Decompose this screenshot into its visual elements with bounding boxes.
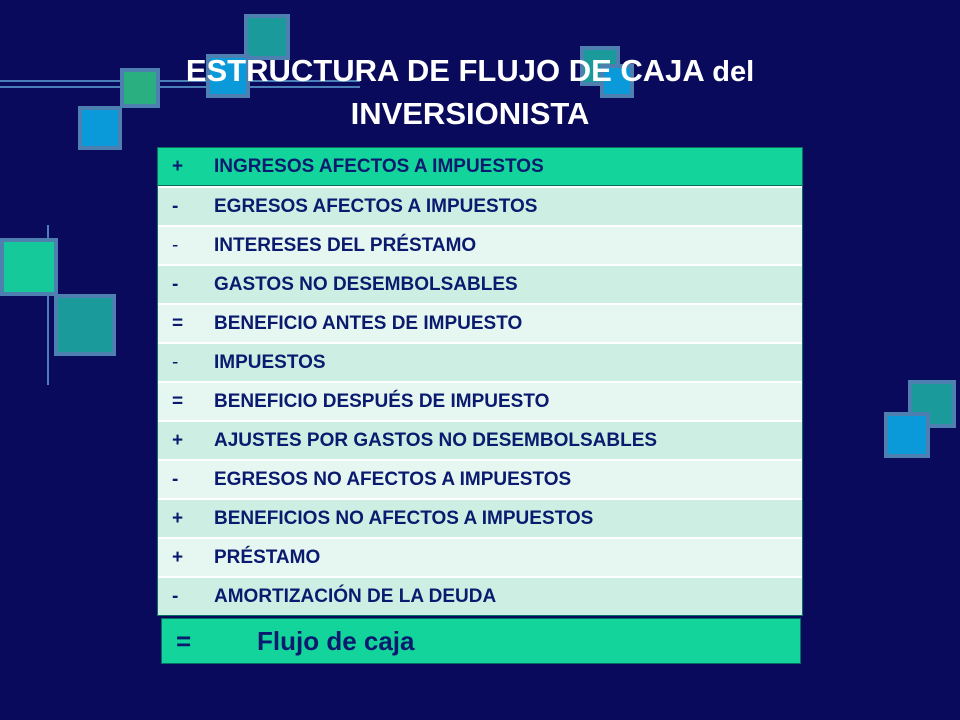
row-sign: - <box>172 351 179 373</box>
table-row <box>158 461 802 498</box>
row-label: AMORTIZACIÓN DE LA DEUDA <box>214 585 497 607</box>
table-row <box>158 578 802 615</box>
result-sign: = <box>176 625 192 656</box>
title-line1-tail: del <box>712 56 755 88</box>
table-row <box>158 422 802 459</box>
row-label: INTERESES DEL PRÉSTAMO <box>214 234 477 256</box>
table-row <box>158 305 802 342</box>
row-sign: = <box>172 390 184 412</box>
row-label: IMPUESTOS <box>214 351 326 373</box>
decorative-square <box>884 412 930 458</box>
page-title <box>110 50 830 135</box>
row-sign: + <box>172 546 184 568</box>
table-row <box>158 500 802 537</box>
cash-flow-table <box>157 147 803 616</box>
row-sign: + <box>172 429 184 451</box>
row-label: INGRESOS AFECTOS A IMPUESTOS <box>214 155 544 177</box>
result-row <box>161 618 801 664</box>
table-row <box>158 227 802 264</box>
row-label: AJUSTES POR GASTOS NO DESEMBOLSABLES <box>214 429 658 451</box>
row-sign: - <box>172 468 179 490</box>
row-label: BENEFICIO DESPUÉS DE IMPUESTO <box>214 390 550 412</box>
table-row <box>158 383 802 420</box>
row-label: PRÉSTAMO <box>214 546 321 568</box>
table-row <box>158 188 802 225</box>
title-line1-main: ESTRUCTURA DE FLUJO DE CAJA <box>185 53 704 88</box>
row-sign: = <box>172 312 184 334</box>
row-label: BENEFICIO ANTES DE IMPUESTO <box>214 312 523 334</box>
row-label: GASTOS NO DESEMBOLSABLES <box>214 273 518 295</box>
row-sign: - <box>172 273 179 295</box>
decorative-square <box>0 238 58 296</box>
row-sign: - <box>172 234 179 256</box>
table-row <box>158 539 802 576</box>
table-row <box>158 148 802 186</box>
table-row <box>158 344 802 381</box>
decorative-square <box>54 294 116 356</box>
row-sign: + <box>172 155 184 177</box>
result-label: Flujo de caja <box>257 625 415 656</box>
table-row <box>158 266 802 303</box>
title-line2: INVERSIONISTA <box>350 96 590 131</box>
row-label: BENEFICIOS NO AFECTOS A IMPUESTOS <box>214 507 594 529</box>
row-sign: - <box>172 195 179 217</box>
row-label: EGRESOS NO AFECTOS A IMPUESTOS <box>214 468 572 490</box>
row-sign: + <box>172 507 184 529</box>
row-sign: - <box>172 585 179 607</box>
row-label: EGRESOS AFECTOS A IMPUESTOS <box>214 195 538 217</box>
